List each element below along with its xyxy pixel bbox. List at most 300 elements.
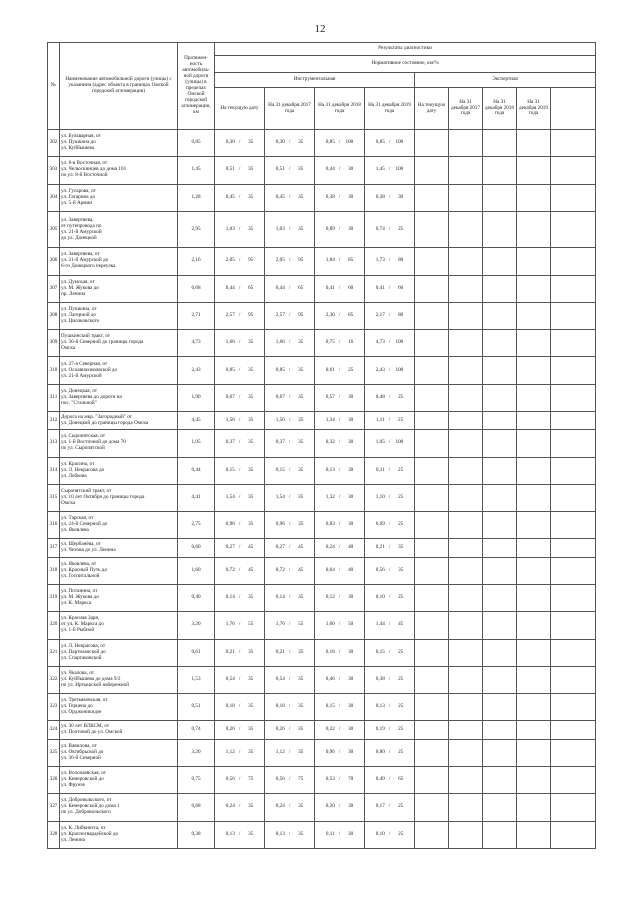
value-2019-km: 0,80 bbox=[375, 748, 385, 755]
col-expert-2019: На 31 декабря 2019 года bbox=[517, 88, 551, 130]
value-2017-pct: 45 bbox=[298, 544, 304, 551]
value-2017-km: 0,24 bbox=[275, 803, 285, 810]
value-2018-km: 1,84 bbox=[325, 257, 335, 264]
value-current bbox=[215, 739, 265, 766]
value-2019 bbox=[365, 694, 415, 721]
road-name: ул. Красина, от ул. Л. Некрасова до ул. Лобкова bbox=[60, 457, 178, 484]
road-name: ул. 30 лет ВЛКСМ, от ул. Почтовой до ул. Омской bbox=[60, 721, 178, 739]
road-length: 4,73 bbox=[178, 330, 215, 357]
expert-empty-cell bbox=[483, 666, 517, 693]
row-number: 319 bbox=[48, 584, 60, 611]
value-current-wrap bbox=[215, 468, 264, 474]
value-2019-km: 0,69 bbox=[375, 521, 385, 528]
value-2018-sep: / bbox=[338, 257, 341, 264]
value-2017-km: 0,14 bbox=[275, 594, 285, 601]
value-2017-wrap bbox=[265, 750, 314, 756]
value-2019 bbox=[365, 357, 415, 384]
value-2019-pct: 100 bbox=[395, 166, 404, 173]
value-2017-km: 1,66 bbox=[275, 339, 285, 346]
value-2018 bbox=[315, 557, 365, 584]
col-length: Протяжен-ность автомобиль-ной дороги (улицы) в пределах Омской городской агломерации, км bbox=[178, 43, 215, 130]
expert-empty-cell bbox=[483, 721, 517, 739]
value-current-sep: / bbox=[238, 566, 241, 573]
value-current-wrap bbox=[215, 495, 264, 501]
value-current-sep: / bbox=[238, 544, 241, 551]
expert-empty-cell bbox=[551, 357, 596, 384]
expert-empty-cell bbox=[415, 130, 449, 157]
value-current-km: 0,13 bbox=[225, 830, 235, 837]
value-2017-wrap bbox=[265, 468, 314, 474]
road-name: ул. Завертяева, от ул. 21-й Амурской до 6-го Донецкого переулка bbox=[60, 248, 178, 275]
road-name: Пушкинский тракт, от ул. 36-й Северной до границы города Омска bbox=[60, 330, 178, 357]
value-2018-wrap bbox=[315, 522, 364, 528]
value-2017-pct: 65 bbox=[298, 284, 304, 291]
value-2019-km: 0,13 bbox=[375, 703, 385, 710]
value-2018 bbox=[315, 412, 365, 430]
value-2019 bbox=[365, 666, 415, 693]
road-length: 0,68 bbox=[178, 275, 215, 302]
value-2018-sep: / bbox=[338, 284, 341, 291]
value-2017-km: 1,76 bbox=[275, 621, 285, 628]
expert-empty-cell bbox=[551, 384, 596, 411]
table-row bbox=[48, 794, 596, 821]
value-2017 bbox=[265, 721, 315, 739]
value-2019-km: 0,48 bbox=[375, 393, 385, 400]
value-2018-sep: / bbox=[338, 366, 341, 373]
value-2017-km: 0,13 bbox=[275, 830, 285, 837]
value-2019-wrap bbox=[365, 495, 414, 501]
expert-empty-cell bbox=[483, 739, 517, 766]
value-2017-sep: / bbox=[288, 594, 291, 601]
value-2017-km: 0,27 bbox=[275, 544, 285, 551]
value-current bbox=[215, 557, 265, 584]
expert-empty-cell bbox=[449, 275, 483, 302]
road-name: ул. Донецкая, от ул. Завертяева до дороги на пос. "Стальной" bbox=[60, 384, 178, 411]
row-number: 317 bbox=[48, 539, 60, 557]
expert-empty-cell bbox=[517, 430, 551, 457]
row-number: 303 bbox=[48, 157, 60, 184]
value-current bbox=[215, 330, 265, 357]
value-2017-pct: 35 bbox=[298, 494, 304, 501]
value-2017-km: 1,12 bbox=[275, 748, 285, 755]
value-2019-sep: / bbox=[388, 494, 391, 501]
value-2018-sep: / bbox=[338, 544, 341, 551]
table-row bbox=[48, 584, 596, 611]
expert-empty-cell bbox=[517, 639, 551, 666]
value-2018-pct: 30 bbox=[348, 830, 354, 837]
value-current-km: 0,30 bbox=[225, 139, 235, 146]
value-2019-km: 0,38 bbox=[375, 193, 385, 200]
expert-empty-cell bbox=[483, 412, 517, 430]
value-2019 bbox=[365, 302, 415, 329]
expert-empty-cell bbox=[449, 130, 483, 157]
expert-empty-cell bbox=[449, 512, 483, 539]
value-2018-pct: 85 bbox=[348, 312, 354, 319]
value-2017-pct: 75 bbox=[298, 776, 304, 783]
value-current-pct: 95 bbox=[248, 257, 254, 264]
value-current-sep: / bbox=[238, 225, 241, 232]
expert-empty-cell bbox=[415, 248, 449, 275]
value-2019-wrap bbox=[365, 227, 414, 233]
table-row bbox=[48, 821, 596, 848]
value-2017-wrap bbox=[265, 440, 314, 446]
road-length: 1,45 bbox=[178, 157, 215, 184]
value-2018-km: 0,38 bbox=[325, 193, 335, 200]
value-2019-pct: 80 bbox=[398, 312, 404, 319]
road-length: 0,60 bbox=[178, 539, 215, 557]
value-2017 bbox=[265, 512, 315, 539]
road-length: 1,60 bbox=[178, 557, 215, 584]
value-current-km: 0,37 bbox=[225, 439, 235, 446]
road-length: 4,45 bbox=[178, 412, 215, 430]
value-2019-pct: 100 bbox=[395, 339, 404, 346]
value-2017 bbox=[265, 430, 315, 457]
expert-empty-cell bbox=[517, 357, 551, 384]
value-2018-km: 0,85 bbox=[325, 139, 335, 146]
expert-empty-cell bbox=[415, 721, 449, 739]
value-2017-pct: 35 bbox=[298, 748, 304, 755]
expert-empty-cell bbox=[517, 666, 551, 693]
value-2018-wrap bbox=[315, 258, 364, 264]
value-2017-km: 0,37 bbox=[275, 439, 285, 446]
diagnostics-table bbox=[47, 42, 596, 849]
value-current-sep: / bbox=[238, 466, 241, 473]
value-2019-pct: 100 bbox=[395, 439, 404, 446]
expert-empty-cell bbox=[449, 639, 483, 666]
value-2019 bbox=[365, 157, 415, 184]
expert-empty-cell bbox=[517, 330, 551, 357]
value-current-sep: / bbox=[238, 393, 241, 400]
row-number: 328 bbox=[48, 821, 60, 848]
value-2019-wrap bbox=[365, 568, 414, 574]
value-2017 bbox=[265, 412, 315, 430]
expert-empty-cell bbox=[483, 357, 517, 384]
road-name: ул. Яковлева, от ул. Красный Путь до ул. Госпитальной bbox=[60, 557, 178, 584]
expert-empty-cell bbox=[517, 130, 551, 157]
value-current-sep: / bbox=[238, 803, 241, 810]
value-current bbox=[215, 612, 265, 639]
value-2018-sep: / bbox=[338, 466, 341, 473]
value-2017-wrap bbox=[265, 727, 314, 733]
value-2017-pct: 35 bbox=[298, 225, 304, 232]
value-2019-km: 0,21 bbox=[375, 544, 385, 551]
table-row bbox=[48, 721, 596, 739]
road-name: ул. Третьяковская, от ул. Герцена до ул. Орджоникидзе bbox=[60, 694, 178, 721]
table-row bbox=[48, 384, 596, 411]
value-current-wrap bbox=[215, 340, 264, 346]
value-2019 bbox=[365, 275, 415, 302]
value-2019-pct: 25 bbox=[398, 594, 404, 601]
value-current bbox=[215, 694, 265, 721]
value-2017-sep: / bbox=[288, 830, 291, 837]
value-2018-sep: / bbox=[338, 439, 341, 446]
value-current-wrap bbox=[215, 227, 264, 233]
value-2019-km: 2,43 bbox=[375, 366, 385, 373]
value-2017-wrap bbox=[265, 495, 314, 501]
table-row bbox=[48, 412, 596, 430]
value-2019-wrap bbox=[365, 440, 414, 446]
value-2017-sep: / bbox=[288, 621, 291, 628]
value-2017-sep: / bbox=[288, 225, 291, 232]
expert-empty-cell bbox=[449, 184, 483, 211]
value-current-pct: 35 bbox=[248, 726, 254, 733]
value-current-km: 1,12 bbox=[225, 748, 235, 755]
value-2017-km: 2,05 bbox=[275, 257, 285, 264]
value-2017-wrap bbox=[265, 368, 314, 374]
value-current bbox=[215, 275, 265, 302]
value-2018 bbox=[315, 130, 365, 157]
table-row bbox=[48, 430, 596, 457]
expert-empty-cell bbox=[449, 584, 483, 611]
value-2018-pct: 30 bbox=[348, 416, 354, 423]
value-current-wrap bbox=[215, 777, 264, 783]
expert-empty-cell bbox=[551, 457, 596, 484]
value-2018-sep: / bbox=[338, 193, 341, 200]
value-current-wrap bbox=[215, 650, 264, 656]
expert-empty-cell bbox=[415, 612, 449, 639]
col-results: Результаты диагностики bbox=[215, 43, 596, 56]
value-2017-km: 0,72 bbox=[275, 566, 285, 573]
value-current-sep: / bbox=[238, 366, 241, 373]
value-2017-pct: 35 bbox=[298, 726, 304, 733]
expert-empty-cell bbox=[517, 248, 551, 275]
value-2018 bbox=[315, 302, 365, 329]
road-name: ул. К. Либкнехта, от ул. Красногвардейской до ул. Ленина bbox=[60, 821, 178, 848]
road-name: ул. 27-я Северная, от ул. Осоавиахимовской до ул. 21-й Амурской bbox=[60, 357, 178, 384]
road-name: ул. Добровольского, от ул. Кемеровской до дома 1 по ул. Добровольского bbox=[60, 794, 178, 821]
value-2019 bbox=[365, 248, 415, 275]
road-length: 0,74 bbox=[178, 721, 215, 739]
value-2018-pct: 30 bbox=[348, 225, 354, 232]
value-current-km: 0,56 bbox=[225, 776, 235, 783]
value-2017-sep: / bbox=[288, 748, 291, 755]
value-2019-pct: 65 bbox=[398, 776, 404, 783]
value-2018-pct: 16 bbox=[348, 339, 354, 346]
road-name: ул. Вавилова, от ул. Октябрьской до ул. 36-й Северной bbox=[60, 739, 178, 766]
expert-empty-cell bbox=[449, 557, 483, 584]
value-2018-km: 0,18 bbox=[325, 648, 335, 655]
road-length: 1,53 bbox=[178, 666, 215, 693]
value-2017-pct: 95 bbox=[298, 312, 304, 319]
value-2019-wrap bbox=[365, 804, 414, 810]
value-2018-sep: / bbox=[338, 393, 341, 400]
value-2017-pct: 35 bbox=[298, 193, 304, 200]
value-2018 bbox=[315, 821, 365, 848]
row-number: 316 bbox=[48, 512, 60, 539]
value-2018-pct: 30 bbox=[348, 494, 354, 501]
value-2019-km: 4,73 bbox=[375, 339, 385, 346]
value-2017-wrap bbox=[265, 313, 314, 319]
expert-empty-cell bbox=[517, 302, 551, 329]
value-2017 bbox=[265, 330, 315, 357]
road-length: 1,05 bbox=[178, 430, 215, 457]
value-2018-km: 0,53 bbox=[325, 776, 335, 783]
value-current-sep: / bbox=[238, 594, 241, 601]
expert-empty-cell bbox=[483, 302, 517, 329]
value-2018-pct: 50 bbox=[348, 621, 354, 628]
road-length: 0,44 bbox=[178, 457, 215, 484]
value-current-wrap bbox=[215, 677, 264, 683]
expert-empty-cell bbox=[415, 794, 449, 821]
expert-empty-cell bbox=[551, 330, 596, 357]
value-current bbox=[215, 457, 265, 484]
value-current-sep: / bbox=[238, 621, 241, 628]
table-row bbox=[48, 184, 596, 211]
value-2018-km: 0,96 bbox=[325, 748, 335, 755]
table-row bbox=[48, 484, 596, 511]
expert-empty-cell bbox=[517, 739, 551, 766]
value-2017-sep: / bbox=[288, 166, 291, 173]
value-2017-pct: 35 bbox=[298, 139, 304, 146]
value-current-km: 0,51 bbox=[225, 166, 235, 173]
road-length: 2,16 bbox=[178, 248, 215, 275]
value-2017-pct: 35 bbox=[298, 366, 304, 373]
road-length: 2,75 bbox=[178, 512, 215, 539]
value-2018-pct: 40 bbox=[348, 544, 354, 551]
value-2017-pct: 35 bbox=[298, 393, 304, 400]
value-current bbox=[215, 794, 265, 821]
expert-empty-cell bbox=[517, 821, 551, 848]
value-2018-wrap bbox=[315, 440, 364, 446]
value-2017-sep: / bbox=[288, 366, 291, 373]
value-2019-pct: 25 bbox=[398, 393, 404, 400]
value-current-km: 0,21 bbox=[225, 648, 235, 655]
value-current-sep: / bbox=[238, 166, 241, 173]
road-length: 4,41 bbox=[178, 484, 215, 511]
expert-empty-cell bbox=[449, 211, 483, 247]
col-2018: На 31 декабря 2018 года bbox=[315, 88, 365, 130]
value-current-pct: 45 bbox=[248, 566, 254, 573]
value-2017-sep: / bbox=[288, 776, 291, 783]
road-name: ул. Думская, от ул. М. Жукова до пр. Ленина bbox=[60, 275, 178, 302]
expert-empty-cell bbox=[517, 275, 551, 302]
road-length: 0,68 bbox=[178, 794, 215, 821]
value-2018-wrap bbox=[315, 750, 364, 756]
value-2018-sep: / bbox=[338, 166, 341, 173]
expert-empty-cell bbox=[517, 794, 551, 821]
value-2017 bbox=[265, 539, 315, 557]
road-name: ул. Щербанёва, от ул. Чехова до ул. Ленина bbox=[60, 539, 178, 557]
road-name: ул. Бульварная, от ул. Пушкина до ул. Куйбышева bbox=[60, 130, 178, 157]
value-2018-pct: 25 bbox=[348, 366, 354, 373]
value-current-wrap bbox=[215, 704, 264, 710]
value-current-pct: 35 bbox=[248, 366, 254, 373]
col-expert-blank bbox=[551, 88, 596, 130]
expert-empty-cell bbox=[483, 639, 517, 666]
value-2019 bbox=[365, 766, 415, 793]
page-number: 12 bbox=[314, 23, 326, 35]
expert-empty-cell bbox=[415, 330, 449, 357]
value-2018-sep: / bbox=[338, 494, 341, 501]
value-2017 bbox=[265, 157, 315, 184]
col-expert: Экспертная bbox=[415, 73, 596, 88]
value-2017 bbox=[265, 184, 315, 211]
value-2019-sep: / bbox=[388, 393, 391, 400]
value-current-wrap bbox=[215, 418, 264, 424]
value-2019 bbox=[365, 211, 415, 247]
value-2018 bbox=[315, 248, 365, 275]
value-2018-km: 1,34 bbox=[325, 416, 335, 423]
value-2017 bbox=[265, 694, 315, 721]
value-current-pct: 35 bbox=[248, 166, 254, 173]
value-current bbox=[215, 539, 265, 557]
value-2018-km: 0,57 bbox=[325, 393, 335, 400]
value-2017-pct: 35 bbox=[298, 439, 304, 446]
value-2019-km: 1,45 bbox=[375, 166, 385, 173]
value-2017-km: 1,54 bbox=[275, 494, 285, 501]
col-num: № bbox=[48, 43, 60, 130]
value-2018-pct: 30 bbox=[348, 166, 354, 173]
col-expert-2017: На 31 декабря 2017 года bbox=[449, 88, 483, 130]
value-2019 bbox=[365, 184, 415, 211]
value-2019-sep: / bbox=[388, 566, 391, 573]
value-2018-pct: 30 bbox=[348, 648, 354, 655]
value-2019 bbox=[365, 457, 415, 484]
row-number: 304 bbox=[48, 184, 60, 211]
expert-empty-cell bbox=[449, 721, 483, 739]
value-2018-sep: / bbox=[338, 621, 341, 628]
value-2018-pct: 40 bbox=[348, 566, 354, 573]
value-2019-km: 1,05 bbox=[375, 439, 385, 446]
col-expert-current: На текущую дату bbox=[415, 88, 449, 130]
value-2017 bbox=[265, 612, 315, 639]
row-number: 307 bbox=[48, 275, 60, 302]
value-2018-wrap bbox=[315, 545, 364, 551]
value-2018 bbox=[315, 457, 365, 484]
value-2017-pct: 35 bbox=[298, 703, 304, 710]
row-number: 314 bbox=[48, 457, 60, 484]
expert-empty-cell bbox=[449, 330, 483, 357]
table-row bbox=[48, 302, 596, 329]
value-2017 bbox=[265, 666, 315, 693]
expert-empty-cell bbox=[551, 584, 596, 611]
value-2019-sep: / bbox=[388, 416, 391, 423]
row-number: 326 bbox=[48, 766, 60, 793]
table-row bbox=[48, 557, 596, 584]
value-2019 bbox=[365, 721, 415, 739]
value-2019-sep: / bbox=[388, 675, 391, 682]
value-2018 bbox=[315, 357, 365, 384]
value-current-sep: / bbox=[238, 416, 241, 423]
row-number: 305 bbox=[48, 211, 60, 247]
expert-empty-cell bbox=[483, 430, 517, 457]
value-current-sep: / bbox=[238, 339, 241, 346]
value-2018-wrap bbox=[315, 395, 364, 401]
value-current-pct: 35 bbox=[248, 193, 254, 200]
value-2017-sep: / bbox=[288, 339, 291, 346]
value-2018-km: 1,60 bbox=[325, 621, 335, 628]
value-2018 bbox=[315, 721, 365, 739]
table-row bbox=[48, 639, 596, 666]
value-2017 bbox=[265, 130, 315, 157]
value-2017-wrap bbox=[265, 704, 314, 710]
value-2019-pct: 25 bbox=[398, 830, 404, 837]
value-2018-wrap bbox=[315, 140, 364, 146]
value-current-wrap bbox=[215, 167, 264, 173]
value-current-pct: 35 bbox=[248, 393, 254, 400]
road-length: 2,43 bbox=[178, 357, 215, 384]
road-length: 0,38 bbox=[178, 821, 215, 848]
value-current bbox=[215, 584, 265, 611]
col-instrumental: Инструментальная bbox=[215, 73, 415, 88]
value-current bbox=[215, 430, 265, 457]
expert-empty-cell bbox=[415, 766, 449, 793]
value-2019-wrap bbox=[365, 258, 414, 264]
expert-empty-cell bbox=[517, 584, 551, 611]
value-2018 bbox=[315, 666, 365, 693]
value-2018-km: 0,11 bbox=[325, 830, 335, 837]
expert-empty-cell bbox=[415, 157, 449, 184]
